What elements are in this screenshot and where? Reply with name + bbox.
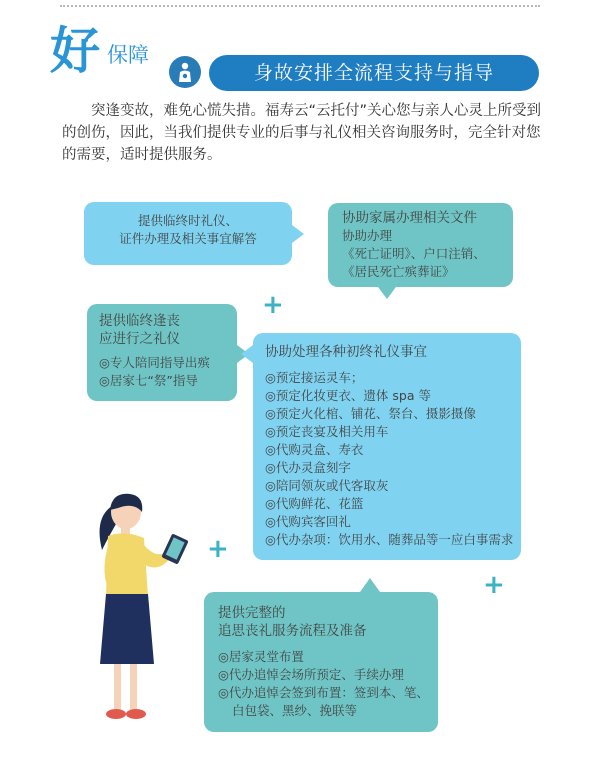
plus-decoration: +	[262, 290, 284, 320]
box5-item: 白包袋、黑纱、挽联等	[232, 703, 358, 718]
box1-line: 证件办理及相关事宜解答	[119, 231, 257, 246]
header-big-character: 好	[50, 21, 100, 80]
box-deathbed-etiquette	[84, 202, 292, 265]
box2-title: 协助家属办理相关文件	[342, 210, 477, 226]
header-banner: 身故安排全流程支持与指导	[209, 55, 539, 91]
box4-item: ◎预定丧宴及相关用车	[265, 424, 389, 439]
box4-item: ◎代购灵盒、寿衣	[265, 442, 364, 457]
box1-pointer	[292, 225, 304, 243]
box5-item: ◎居家灵堂布置	[218, 649, 304, 664]
box4-item: ◎预定接运灵车；	[265, 370, 364, 385]
box4-item: ◎预定化妆更衣、遗体 spa 等	[265, 388, 431, 403]
box-memorial-service	[204, 592, 438, 732]
box2-line: 协助办理	[342, 228, 393, 243]
box4-title: 协助处理各种初终礼仪事宜	[265, 344, 427, 360]
box1-line: 提供临终时礼仪、	[137, 213, 238, 228]
box2-line: 《居民死亡殡葬证》	[342, 264, 455, 279]
person-in-circle-icon	[169, 56, 201, 88]
box5-title: 提供完整的	[218, 605, 286, 621]
box2-pointer	[378, 287, 396, 299]
box5-item: ◎代办追悼会签到布置：签到本、笔、	[218, 685, 429, 700]
box5-pointer	[360, 578, 380, 592]
box4-item: ◎代购宾客回礼	[265, 514, 351, 529]
box3-title: 提供临终逢丧	[99, 313, 180, 329]
box3-title: 应进行之礼仪	[99, 331, 180, 347]
box-mourning-etiquette	[87, 304, 237, 401]
box3-item: ◎专人陪同指导出殡	[99, 355, 210, 370]
box4-item: ◎代办杂项：饮用水、随葬品等一应白事需求	[265, 532, 514, 547]
intro-paragraph: 突逢变故，难免心慌失措。福寿云“云托付”关心您与亲人心灵上所受到的创伤，因此，当我们提供专业的后事与礼仪相关咨询服务时，完全针对您的需要，适时提供服务。	[62, 103, 542, 163]
box4-pointer	[241, 345, 253, 363]
header-small-title: 保障	[107, 43, 149, 67]
box5-item: ◎代办追悼会场所预定、手续办理	[218, 667, 404, 682]
box4-item: ◎代购鲜花、花篮	[265, 496, 364, 511]
box5-title: 追思丧礼服务流程及准备	[218, 623, 367, 639]
plus-decoration: +	[483, 570, 505, 600]
top-dotted-divider	[60, 5, 540, 7]
box4-item: ◎代办灵盒刻字	[265, 460, 351, 475]
box3-item: ◎居家七“祭”指导	[99, 373, 198, 388]
box-initial-rites	[253, 333, 521, 560]
box-documents	[328, 203, 513, 287]
woman-with-phone-illustration	[90, 478, 200, 742]
plus-decoration: +	[207, 534, 229, 564]
box2-line: 《死亡证明》、户口注销、	[342, 246, 486, 261]
box4-item: ◎预定火化棺、铺花、祭台、摄影摄像	[265, 406, 476, 421]
box4-item: ◎陪同领灰或代客取灰	[265, 478, 389, 493]
